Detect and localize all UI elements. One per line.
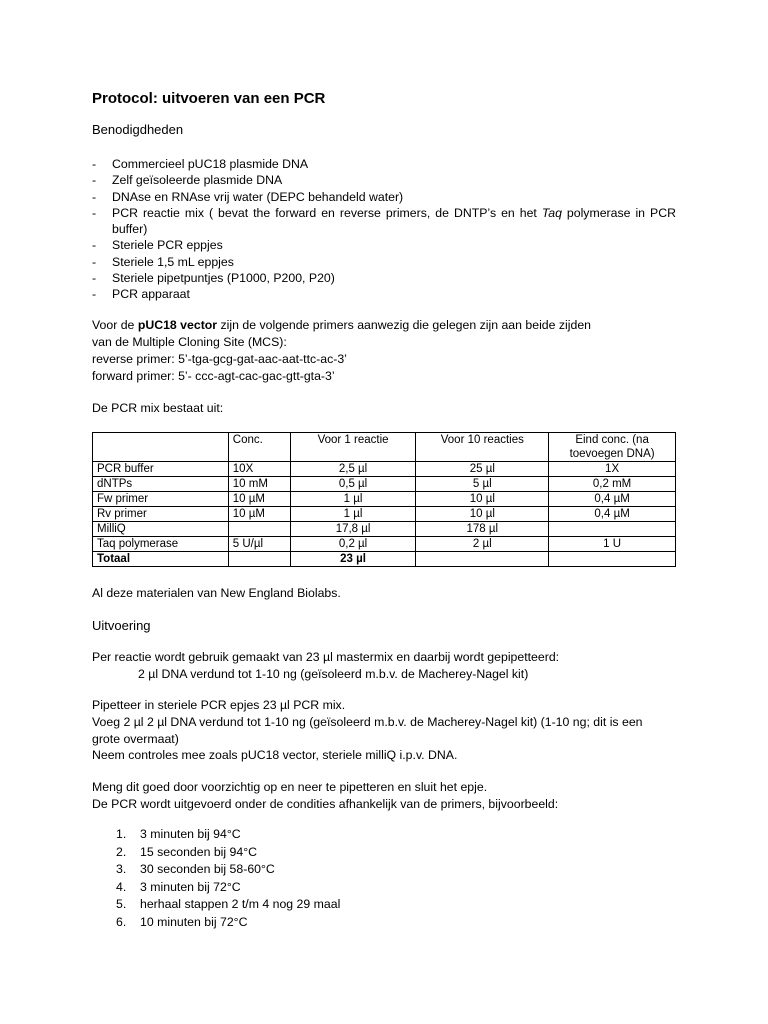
list-item: 2. 15 seconden bij 94°C <box>116 844 258 859</box>
section-heading-materials: Benodigdheden <box>92 122 184 137</box>
list-item: 4. 3 minuten bij 72°C <box>116 879 241 894</box>
list-item: 6. 10 minuten bij 72°C <box>116 914 248 929</box>
table-cell: 0,2 µl <box>290 537 416 552</box>
page-title: Protocol: uitvoeren van een PCR <box>92 90 326 107</box>
table-cell <box>549 552 676 567</box>
table-cell: 25 µl <box>416 462 549 477</box>
steps-line: Neem controles mee zoals pUC18 vector, steriele milliQ i.p.v. DNA. <box>92 748 458 762</box>
table-row <box>93 492 676 507</box>
table-cell: PCR buffer <box>93 462 229 477</box>
table-cell: 1 U <box>549 537 676 552</box>
per-reaction-sub: 2 µl DNA verdund tot 1-10 ng (geïsoleerd m.b.v. de Macherey-Nagel kit) <box>138 667 529 681</box>
table-cell: 23 µl <box>290 552 416 567</box>
table-cell: 0,4 µM <box>549 507 676 522</box>
table-cell: 5 U/µl <box>228 537 290 552</box>
reverse-primer: reverse primer: 5’-tga-gcg-gat-aac-aat-ttc-ac-3’ <box>92 352 347 366</box>
table-cell: 1X <box>549 462 676 477</box>
table-header-cell: Eind conc. (na toevoegen DNA) <box>549 433 676 462</box>
list-item: - DNAse en RNAse vrij water (DEPC behandeld water) <box>92 189 404 204</box>
steps-line: Pipetteer in steriele PCR epjes 23 µl PCR mix. <box>92 698 346 712</box>
mix-line: Meng dit goed door voorzichtig op en neer te pipetteren en sluit het epje. <box>92 780 488 794</box>
table-row <box>93 507 676 522</box>
table-cell: 10 µM <box>228 507 290 522</box>
table-cell <box>416 552 549 567</box>
table-cell: 2 µl <box>416 537 549 552</box>
table-cell: 5 µl <box>416 477 549 492</box>
table-cell <box>549 522 676 537</box>
list-item: - Commercieel pUC18 plasmide DNA <box>92 157 309 171</box>
table-cell: 10 µM <box>228 492 290 507</box>
table-header-cell: Voor 10 reacties <box>416 433 549 462</box>
table-cell: Rv primer <box>93 507 229 522</box>
table-header-row <box>93 433 676 462</box>
section-heading-procedure: Uitvoering <box>92 618 151 633</box>
pcr-program-list <box>92 826 340 932</box>
table-row <box>93 477 676 492</box>
table-row <box>93 537 676 552</box>
table-row <box>93 552 676 567</box>
table-cell <box>228 522 290 537</box>
table-cell: 10 mM <box>228 477 290 492</box>
table-cell: Totaal <box>93 552 229 567</box>
table-cell: 17,8 µl <box>290 522 416 537</box>
table-row <box>93 522 676 537</box>
table-cell: 10X <box>228 462 290 477</box>
list-item: - Zelf geïsoleerde plasmide DNA <box>92 173 283 188</box>
table-cell: dNTPs <box>93 477 229 492</box>
steps-line: Voeg 2 µl 2 µl DNA verdund tot 1-10 ng (geïsoleerd m.b.v. de Macherey-Nagel kit) (1-10 ng; dit is een <box>92 715 643 729</box>
materials-list <box>92 156 676 303</box>
mix-intro: De PCR mix bestaat uit: <box>92 401 224 415</box>
table-cell: 178 µl <box>416 522 549 537</box>
table-cell: 0,2 mM <box>549 477 676 492</box>
table-header-cell: Conc. <box>228 433 290 462</box>
table-header-cell: Voor 1 reactie <box>290 433 416 462</box>
table-cell: 0,5 µl <box>290 477 416 492</box>
table-cell: Fw primer <box>93 492 229 507</box>
vector-paragraph-line2: van de Multiple Cloning Site (MCS): <box>92 335 287 349</box>
table-header-cell <box>93 433 229 462</box>
forward-primer: forward primer: 5’- ccc-agt-cac-gac-gtt-gta-3’ <box>92 369 335 383</box>
list-item: - PCR apparaat <box>92 287 190 302</box>
list-item: 3. 30 seconden bij 58-60°C <box>116 862 275 877</box>
table-cell: 1 µl <box>290 492 416 507</box>
list-item: - Steriele pipetpuntjes (P1000, P200, P20) <box>92 271 335 286</box>
per-reaction-text: Per reactie wordt gebruik gemaakt van 23 µl mastermix en daarbij wordt gepipetteerd: <box>92 650 560 664</box>
table-cell: MilliQ <box>93 522 229 537</box>
table-row <box>93 462 676 477</box>
table-cell <box>228 552 290 567</box>
table-cell: 10 µl <box>416 507 549 522</box>
list-item: - PCR reactie mix ( bevat the forward en reverse primers, de DNTP’s en het Taq polymerase in PCR buffer) <box>92 205 676 237</box>
table-cell: 10 µl <box>416 492 549 507</box>
table-cell: Taq polymerase <box>93 537 229 552</box>
vector-paragraph-line1: Voor de pUC18 vector zijn de volgende primers aanwezig die gelegen zijn aan beide zijden <box>92 318 592 332</box>
steps-line: grote overmaat) <box>92 732 179 746</box>
table-cell: 0,4 µM <box>549 492 676 507</box>
supplier-note: Al deze materialen van New England Biolabs. <box>92 586 341 600</box>
table-cell: 1 µl <box>290 507 416 522</box>
list-item: - Steriele 1,5 mL eppjes <box>92 254 234 269</box>
list-item: 5. herhaal stappen 2 t/m 4 nog 29 maal <box>116 897 341 912</box>
mix-line: De PCR wordt uitgevoerd onder de condities afhankelijk van de primers, bijvoorbeeld: <box>92 797 559 811</box>
list-item: 1. 3 minuten bij 94°C <box>116 827 241 841</box>
pcr-mix-table <box>92 432 676 567</box>
list-item: - Steriele PCR eppjes <box>92 238 223 253</box>
table-cell: 2,5 µl <box>290 462 416 477</box>
